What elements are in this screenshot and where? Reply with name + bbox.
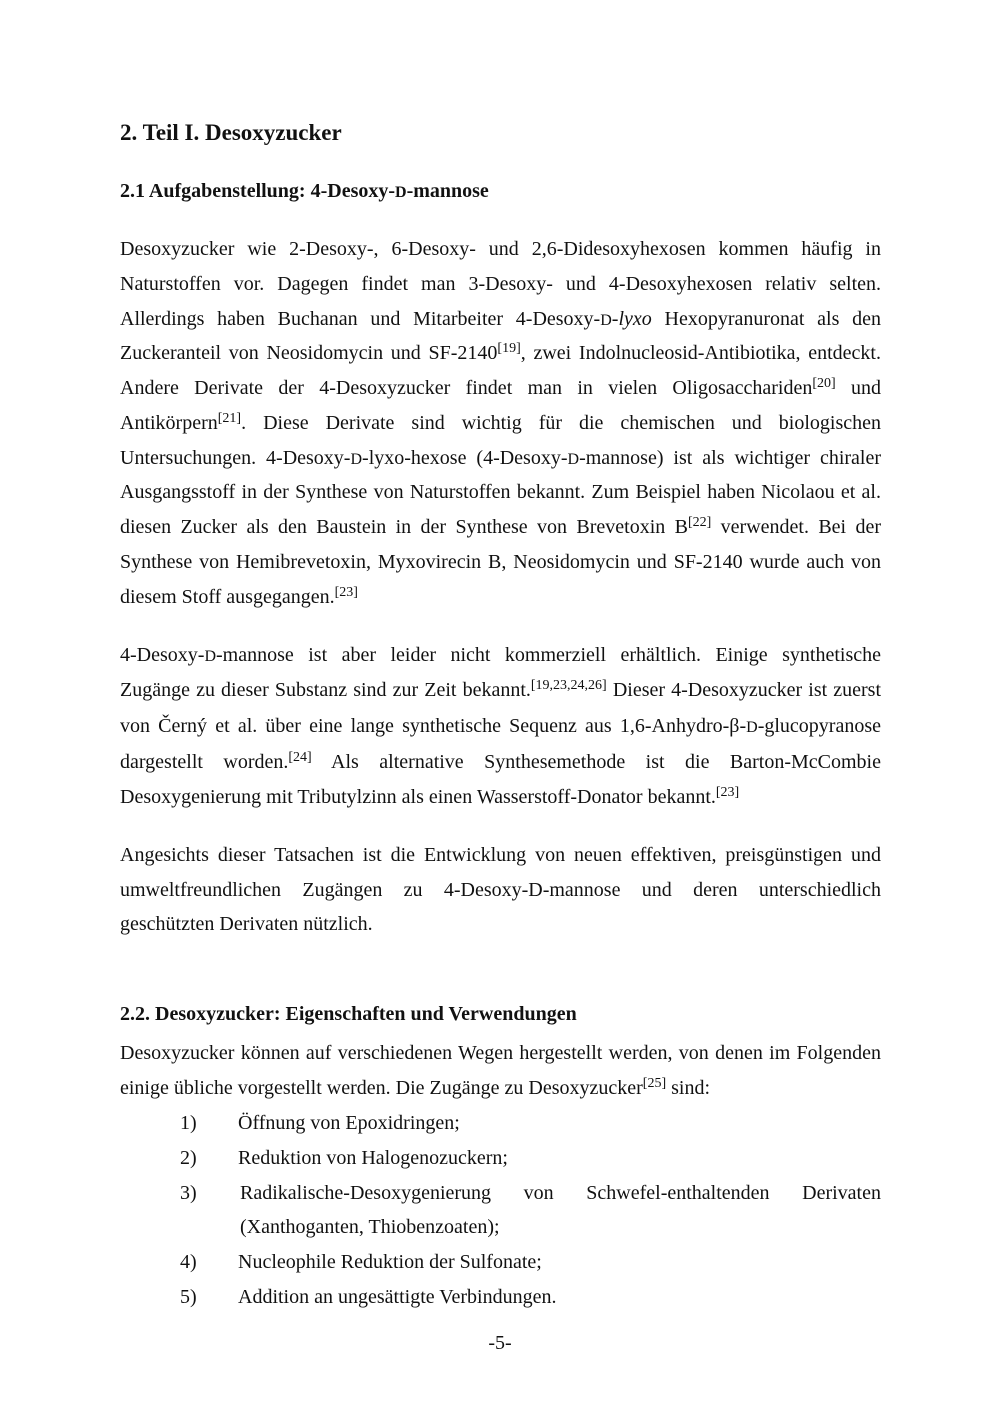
text-run: diesen Zucker als den Baustein in der Synthese von Brevetoxin B — [120, 516, 688, 538]
text-run: Ausgangsstoff in der Synthese von Naturstoffen bekannt. Zum Beispiel haben Nicolaou et al. — [120, 481, 881, 503]
text-run: geschützten Derivaten nützlich. — [120, 913, 373, 935]
paragraph-line — [120, 550, 881, 574]
paragraph-line — [120, 878, 881, 902]
citation-superscript: [19,23,24,26] — [530, 678, 607, 693]
list-number: 1) — [180, 1112, 197, 1134]
text-run: einige übliche vorgestellt werden. Die Zugänge zu Desoxyzucker — [120, 1077, 643, 1099]
list-item-text: Reduktion von Halogenozuckern; — [238, 1147, 508, 1169]
paragraph-line — [120, 678, 881, 702]
text-run: und — [835, 377, 881, 399]
page-number: -5- — [488, 1332, 512, 1354]
paragraph-line — [120, 411, 881, 435]
text-run: , zwei Indolnucleosid-Antibiotika, entdeckt. — [520, 342, 881, 364]
chapter-heading: 2. Teil I. Desoxyzucker — [120, 120, 342, 145]
list-number: 3) — [180, 1182, 197, 1204]
small-caps-letter: D — [204, 648, 216, 665]
citation-superscript: [22] — [687, 515, 712, 530]
text-run: 4-Desoxy- — [120, 644, 205, 666]
small-caps-letter: D — [567, 451, 580, 468]
text-run: Allerdings haben Buchanan und Mitarbeiter 4-Desoxy- — [120, 308, 601, 330]
text-run: - — [611, 308, 619, 330]
text-run: umweltfreundlichen Zugängen zu 4-Desoxy-D-mannose und deren unterschiedlich — [120, 879, 881, 901]
italic-term: lyxo — [618, 308, 652, 330]
heading-text: -mannose — [406, 180, 489, 202]
paragraph-line — [120, 750, 881, 774]
paragraph-line — [120, 585, 881, 609]
paragraph-line — [120, 446, 881, 472]
text-run: von Černý et al. über eine lange synthetische Sequenz aus 1,6-Anhydro-β- — [120, 715, 747, 737]
text-run: Desoxyzucker wie 2-Desoxy-, 6-Desoxy- und 2,6-Didesoxyhexosen kommen häufig in — [120, 238, 881, 260]
citation-superscript: [23] — [715, 785, 740, 800]
list-item-text: Nucleophile Reduktion der Sulfonate; — [238, 1251, 542, 1273]
citation-superscript: [24] — [288, 750, 312, 765]
text-run: sind: — [666, 1077, 711, 1099]
list-number: 4) — [180, 1251, 197, 1273]
paragraph-line — [120, 1076, 881, 1100]
text-run: -mannose ist aber leider nicht kommerziell erhältlich. Einige synthetische — [216, 644, 881, 666]
text-run: Synthese von Hemibrevetoxin, Myxovirecin B, Neosidomycin und SF-2140 wurde auch von — [120, 551, 881, 573]
paragraph-line — [120, 237, 881, 261]
text-run: Angesichts dieser Tatsachen ist die Entwicklung von neuen effektiven, preisgünstigen und — [120, 844, 881, 866]
text-run: dargestellt worden. — [120, 751, 289, 773]
paragraph-line — [120, 912, 881, 936]
paragraph-line — [120, 376, 881, 400]
text-run: Desoxyzucker können auf verschiedenen Wegen hergestellt werden, von denen im Folgenden — [120, 1042, 881, 1064]
text-run: Untersuchungen. 4-Desoxy- — [120, 447, 351, 469]
list-item-text: Addition an ungesättigte Verbindungen. — [238, 1286, 557, 1308]
text-run: Zuckeranteil von Neosidomycin und SF-2140 — [120, 342, 498, 364]
paragraph-line — [120, 843, 881, 867]
text-run: Als alternative Synthesemethode ist die Barton-McCombie — [311, 751, 881, 773]
citation-superscript: [21] — [217, 411, 242, 426]
text-run: . Diese Derivate sind wichtig für die chemischen und biologischen — [241, 412, 881, 434]
text-run: Andere Derivate der 4-Desoxyzucker findet man in vielen Oligosacchariden — [120, 377, 813, 399]
small-caps-letter: D — [350, 451, 363, 468]
text-run: -glucopyranose — [757, 715, 881, 737]
text-run: Zugänge zu dieser Substanz sind zur Zeit bekannt. — [120, 679, 531, 701]
list-item-text: Radikalische-Desoxygenierung von Schwefel-enthaltenden Derivaten — [240, 1182, 881, 1204]
citation-superscript: [20] — [812, 376, 836, 391]
small-caps-letter: D — [746, 719, 758, 736]
paragraph-line — [120, 480, 881, 504]
paragraph-line — [120, 785, 881, 809]
list-item-text: (Xanthoganten, Thiobenzoaten); — [240, 1216, 500, 1238]
text-run: -lyxo-hexose (4-Desoxy- — [362, 447, 568, 469]
text-run: Dieser 4-Desoxyzucker ist zuerst — [606, 679, 882, 701]
text-run: Naturstoffen vor. Dagegen findet man 3-Desoxy- und 4-Desoxyhexosen relativ selten. — [120, 273, 881, 295]
citation-superscript: [25] — [642, 1076, 667, 1091]
citation-superscript: [23] — [334, 585, 358, 600]
list-number: 5) — [180, 1286, 197, 1308]
text-run: Antikörpern — [120, 412, 218, 434]
citation-superscript: [19] — [497, 341, 521, 356]
paragraph-line — [120, 714, 881, 740]
text-run: Desoxygenierung mit Tributylzinn als einen Wasserstoff-Donator bekannt. — [120, 786, 716, 808]
text-run: Hexopyranuronat als den — [651, 308, 882, 330]
list-item-text: Öffnung von Epoxidringen; — [238, 1112, 460, 1134]
text-run: verwendet. Bei der — [711, 516, 881, 538]
section-heading-2-2: 2.2. Desoxyzucker: Eigenschaften und Verwendungen — [120, 1003, 577, 1025]
small-caps-letter: D — [600, 312, 612, 329]
paragraph-line — [120, 341, 881, 365]
small-caps-letter: D — [395, 184, 407, 201]
text-run: -mannose) ist als wichtiger chiraler — [579, 447, 882, 469]
heading-text: 2.1 Aufgabenstellung: 4-Desoxy- — [120, 180, 396, 202]
list-number: 2) — [180, 1147, 197, 1169]
section-heading-2-1 — [120, 179, 881, 205]
paragraph-line — [120, 272, 881, 296]
paragraph-line — [120, 643, 881, 669]
text-run: diesem Stoff ausgegangen. — [120, 586, 335, 608]
paragraph-line — [120, 307, 881, 333]
paragraph-line — [120, 1041, 881, 1065]
paragraph-line — [120, 515, 881, 539]
